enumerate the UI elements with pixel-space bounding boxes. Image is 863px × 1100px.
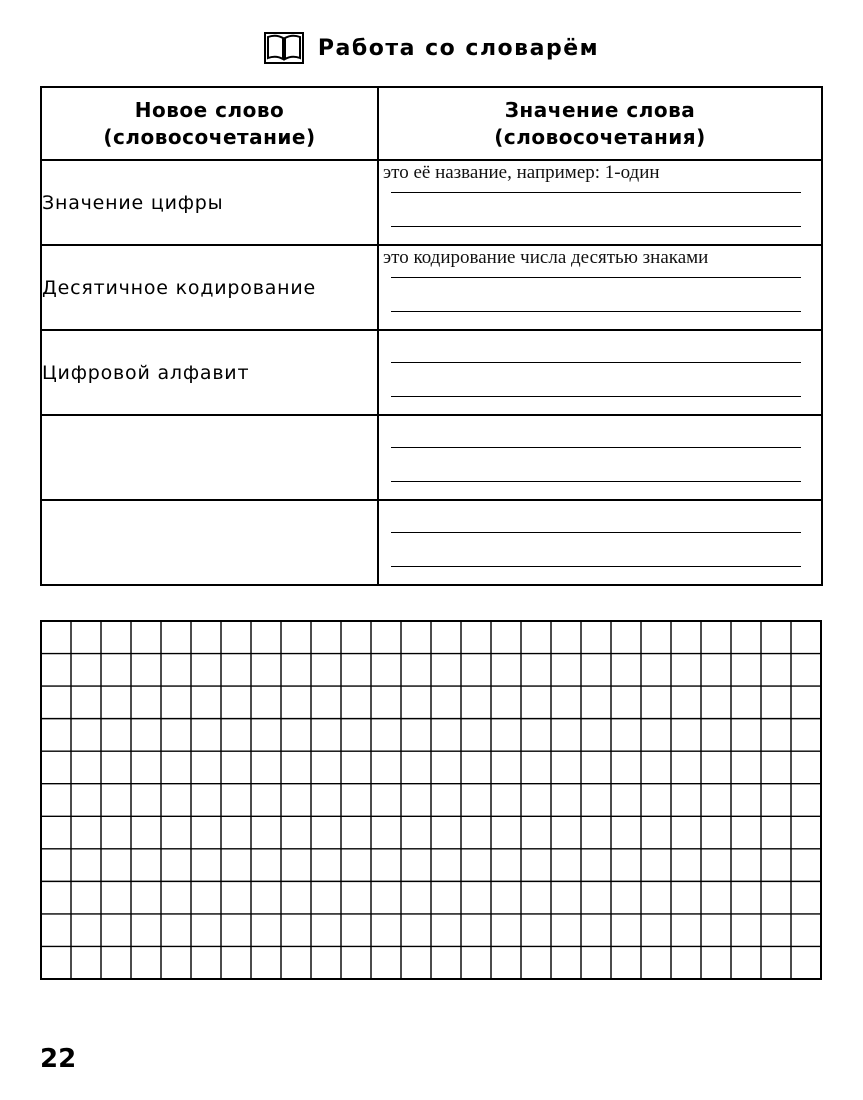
writing-line — [391, 192, 801, 193]
header-word-meaning: Значение слова (словосочетания) — [378, 87, 822, 160]
definition-cell[interactable] — [378, 415, 822, 500]
definition-text: это кодирование числа десятью знаками — [383, 247, 709, 268]
header-new-word: Новое слово (словосочетание) — [41, 87, 378, 160]
writing-line — [391, 311, 801, 312]
open-book-icon — [264, 32, 304, 64]
definition-text: это её название, например: 1-один — [383, 162, 660, 183]
definition-cell[interactable] — [378, 245, 822, 330]
definition-cell[interactable] — [378, 160, 822, 245]
table-row — [41, 330, 822, 415]
term-cell: Десятичное кодирование — [41, 245, 378, 330]
writing-line — [391, 447, 801, 448]
section-header — [0, 28, 863, 68]
term-cell[interactable] — [41, 500, 378, 585]
writing-line — [391, 396, 801, 397]
writing-line — [391, 566, 801, 567]
term-cell[interactable] — [41, 415, 378, 500]
definition-cell[interactable] — [378, 330, 822, 415]
grid-svg — [40, 620, 822, 980]
table-header-row — [41, 87, 822, 160]
section-title: Работа со словарём — [317, 35, 600, 61]
writing-line — [391, 532, 801, 533]
vocabulary-table — [40, 86, 823, 586]
writing-line — [391, 226, 801, 227]
table-row — [41, 245, 822, 330]
table-row — [41, 160, 822, 245]
table-row — [41, 500, 822, 585]
graph-paper-grid[interactable] — [40, 620, 822, 980]
writing-line — [391, 481, 801, 482]
page-number: 22 — [40, 1044, 77, 1074]
term-cell: Цифровой алфавит — [41, 330, 378, 415]
writing-line — [391, 362, 801, 363]
table-row — [41, 415, 822, 500]
term-cell: Значение цифры — [41, 160, 378, 245]
writing-line — [391, 277, 801, 278]
definition-cell[interactable] — [378, 500, 822, 585]
